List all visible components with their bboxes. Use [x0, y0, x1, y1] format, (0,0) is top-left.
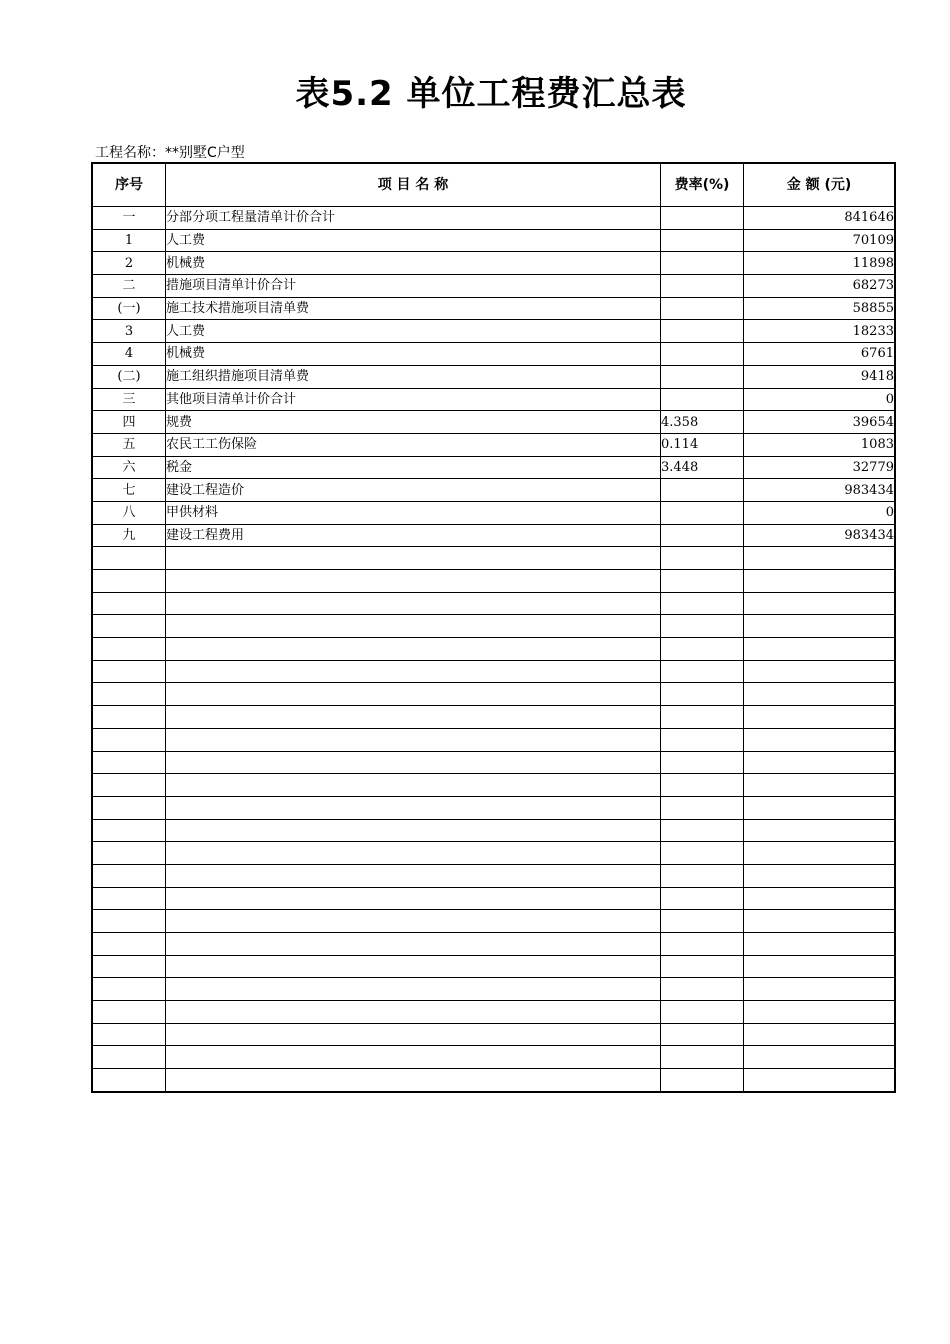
row-name: 人工费 [166, 320, 661, 343]
row-no: (一) [92, 297, 166, 320]
row-rate [661, 887, 744, 910]
row-amount [744, 1023, 896, 1046]
blank-row [92, 774, 895, 797]
row-name [166, 955, 661, 978]
row-rate [661, 320, 744, 343]
blank-row [92, 547, 895, 570]
row-no [92, 842, 166, 865]
row-name [166, 1023, 661, 1046]
row-no [92, 933, 166, 956]
row-name: 人工费 [166, 229, 661, 252]
blank-row [92, 638, 895, 661]
row-name: 施工组织措施项目清单费 [166, 365, 661, 388]
row-no: 三 [92, 388, 166, 411]
row-name [166, 910, 661, 933]
row-name: 建设工程费用 [166, 524, 661, 547]
row-name [166, 592, 661, 615]
row-rate [661, 933, 744, 956]
row-no [92, 592, 166, 615]
row-no [92, 683, 166, 706]
row-amount: 68273 [744, 275, 896, 298]
blank-row [92, 1001, 895, 1024]
row-rate [661, 728, 744, 751]
row-no [92, 774, 166, 797]
row-rate [661, 365, 744, 388]
row-rate [661, 275, 744, 298]
row-amount: 841646 [744, 207, 896, 230]
row-no [92, 910, 166, 933]
row-no: 四 [92, 411, 166, 434]
row-name [166, 774, 661, 797]
row-rate: 4.358 [661, 411, 744, 434]
row-amount [744, 819, 896, 842]
row-name: 施工技术措施项目清单费 [166, 297, 661, 320]
row-amount [744, 887, 896, 910]
row-amount: 0 [744, 501, 896, 524]
row-no: 一 [92, 207, 166, 230]
row-no: 八 [92, 501, 166, 524]
row-rate [661, 524, 744, 547]
blank-row [92, 864, 895, 887]
row-name: 规费 [166, 411, 661, 434]
blank-row [92, 751, 895, 774]
row-no [92, 864, 166, 887]
row-amount: 32779 [744, 456, 896, 479]
row-amount: 983434 [744, 524, 896, 547]
row-amount [744, 728, 896, 751]
row-rate [661, 252, 744, 275]
row-amount [744, 706, 896, 729]
row-rate [661, 683, 744, 706]
blank-row [92, 728, 895, 751]
row-amount [744, 660, 896, 683]
blank-row [92, 819, 895, 842]
table-row [92, 524, 895, 547]
row-no [92, 547, 166, 570]
blank-row [92, 1023, 895, 1046]
header-no: 序号 [92, 163, 166, 207]
table-row [92, 365, 895, 388]
row-rate [661, 1046, 744, 1069]
row-name [166, 1046, 661, 1069]
row-no [92, 887, 166, 910]
row-rate: 3.448 [661, 456, 744, 479]
blank-row [92, 1046, 895, 1069]
row-name [166, 819, 661, 842]
table-row [92, 207, 895, 230]
table-row [92, 229, 895, 252]
row-name: 机械费 [166, 252, 661, 275]
table-row [92, 433, 895, 456]
row-no [92, 1001, 166, 1024]
table-row [92, 456, 895, 479]
blank-row [92, 706, 895, 729]
row-rate [661, 819, 744, 842]
table-row [92, 252, 895, 275]
blank-row [92, 660, 895, 683]
row-rate [661, 343, 744, 366]
row-rate [661, 501, 744, 524]
row-rate [661, 864, 744, 887]
document-title: 表5.2 单位工程费汇总表 [295, 74, 687, 114]
row-amount [744, 955, 896, 978]
row-rate [661, 706, 744, 729]
row-amount [744, 1046, 896, 1069]
row-rate [661, 910, 744, 933]
row-amount: 1083 [744, 433, 896, 456]
row-name: 农民工工伤保险 [166, 433, 661, 456]
row-rate [661, 1001, 744, 1024]
row-rate [661, 229, 744, 252]
blank-row [92, 933, 895, 956]
row-rate [661, 547, 744, 570]
header-rate: 费率(%) [661, 163, 744, 207]
row-name [166, 933, 661, 956]
row-amount [744, 638, 896, 661]
row-no [92, 1046, 166, 1069]
row-no [92, 1023, 166, 1046]
table-row [92, 479, 895, 502]
row-rate [661, 955, 744, 978]
row-name: 机械费 [166, 343, 661, 366]
row-no: 九 [92, 524, 166, 547]
row-rate [661, 638, 744, 661]
row-rate [661, 1069, 744, 1092]
row-rate [661, 615, 744, 638]
header-name: 项 目 名 称 [166, 163, 661, 207]
row-amount [744, 547, 896, 570]
table-row [92, 275, 895, 298]
table-header-row [92, 163, 895, 207]
row-amount [744, 842, 896, 865]
row-no [92, 728, 166, 751]
row-no: 3 [92, 320, 166, 343]
table-row [92, 320, 895, 343]
row-name [166, 706, 661, 729]
row-rate [661, 1023, 744, 1046]
row-amount: 70109 [744, 229, 896, 252]
row-no: (二) [92, 365, 166, 388]
row-no: 七 [92, 479, 166, 502]
row-name [166, 751, 661, 774]
row-amount [744, 570, 896, 593]
row-amount [744, 1001, 896, 1024]
row-amount [744, 751, 896, 774]
row-no: 六 [92, 456, 166, 479]
row-amount [744, 933, 896, 956]
row-amount: 11898 [744, 252, 896, 275]
blank-row [92, 592, 895, 615]
row-amount [744, 796, 896, 819]
row-name: 措施项目清单计价合计 [166, 275, 661, 298]
row-name: 建设工程造价 [166, 479, 661, 502]
row-no [92, 1069, 166, 1092]
row-rate [661, 570, 744, 593]
row-no [92, 751, 166, 774]
row-no [92, 638, 166, 661]
header-amount: 金 额 (元) [744, 163, 896, 207]
row-no [92, 978, 166, 1001]
row-amount: 39654 [744, 411, 896, 434]
row-rate [661, 592, 744, 615]
row-rate [661, 842, 744, 865]
row-name: 其他项目清单计价合计 [166, 388, 661, 411]
row-name [166, 728, 661, 751]
row-amount: 58855 [744, 297, 896, 320]
row-name [166, 1069, 661, 1092]
row-name [166, 796, 661, 819]
blank-row [92, 978, 895, 1001]
row-amount [744, 615, 896, 638]
row-no [92, 660, 166, 683]
row-amount [744, 864, 896, 887]
table-row [92, 501, 895, 524]
row-no: 五 [92, 433, 166, 456]
row-amount: 983434 [744, 479, 896, 502]
blank-row [92, 842, 895, 865]
row-no [92, 819, 166, 842]
row-amount [744, 774, 896, 797]
row-no [92, 570, 166, 593]
table-row [92, 388, 895, 411]
table-row [92, 411, 895, 434]
row-amount [744, 683, 896, 706]
blank-row [92, 570, 895, 593]
table-row [92, 343, 895, 366]
blank-row [92, 1069, 895, 1092]
row-rate [661, 796, 744, 819]
row-amount [744, 910, 896, 933]
row-name [166, 547, 661, 570]
row-rate [661, 660, 744, 683]
blank-row [92, 887, 895, 910]
row-amount [744, 1069, 896, 1092]
row-no [92, 615, 166, 638]
row-amount: 6761 [744, 343, 896, 366]
table-row [92, 297, 895, 320]
row-name [166, 615, 661, 638]
project-name: 工程名称：**别墅C户型 [95, 145, 245, 161]
blank-row [92, 615, 895, 638]
row-no [92, 955, 166, 978]
row-rate [661, 774, 744, 797]
row-name [166, 638, 661, 661]
row-name [166, 660, 661, 683]
row-name [166, 1001, 661, 1024]
table-body [92, 207, 895, 1092]
row-amount: 9418 [744, 365, 896, 388]
row-rate [661, 207, 744, 230]
blank-row [92, 910, 895, 933]
row-rate [661, 978, 744, 1001]
row-name [166, 978, 661, 1001]
row-no [92, 796, 166, 819]
row-no: 二 [92, 275, 166, 298]
row-name: 税金 [166, 456, 661, 479]
blank-row [92, 683, 895, 706]
row-no: 4 [92, 343, 166, 366]
row-amount [744, 592, 896, 615]
row-rate [661, 479, 744, 502]
row-name [166, 864, 661, 887]
row-name: 分部分项工程量清单计价合计 [166, 207, 661, 230]
row-no: 2 [92, 252, 166, 275]
row-rate [661, 751, 744, 774]
row-name [166, 887, 661, 910]
row-name: 甲供材料 [166, 501, 661, 524]
row-name [166, 683, 661, 706]
row-rate: 0.114 [661, 433, 744, 456]
row-no: 1 [92, 229, 166, 252]
blank-row [92, 796, 895, 819]
row-amount [744, 978, 896, 1001]
cost-summary-table [91, 162, 896, 1093]
row-rate [661, 297, 744, 320]
blank-row [92, 955, 895, 978]
row-no [92, 706, 166, 729]
row-name [166, 570, 661, 593]
row-name [166, 842, 661, 865]
row-amount: 18233 [744, 320, 896, 343]
row-rate [661, 388, 744, 411]
row-amount: 0 [744, 388, 896, 411]
